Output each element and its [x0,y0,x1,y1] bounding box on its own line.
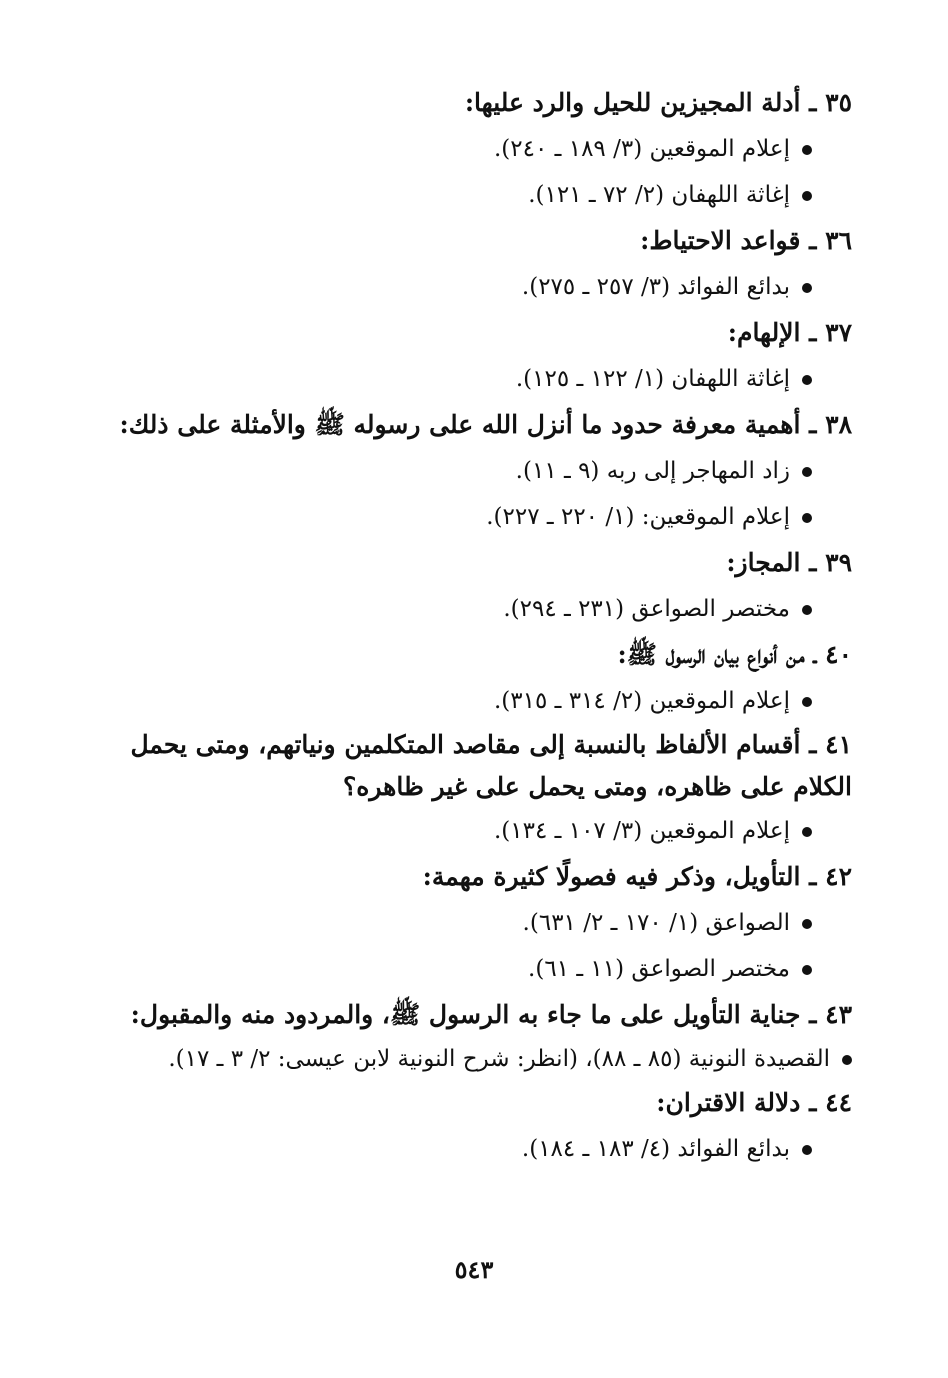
topic-heading: ٣٦ ـ قواعد الاحتياط: [640,226,852,255]
reference-text: إغاثة اللهفان (١/ ١٢٢ ـ ١٢٥). [515,366,790,392]
reference-text: مختصر الصواعق (٢٣١ ـ ٢٩٤). [503,596,790,622]
topic-heading: ٤٠ ـ من أنواع بيان الرسول ﷺ: [617,640,852,669]
bullet-icon [802,191,812,201]
reference-item [100,1038,852,1080]
reference-item [100,172,852,218]
reference-item [100,356,852,402]
bullet-icon [802,467,812,477]
bullet-icon [802,605,812,615]
reference-text: مختصر الصواعق (١١ ـ ٦١). [528,956,790,982]
reference-text: إعلام الموقعين (٢/ ٣١٤ ـ ٣١٥). [493,688,790,714]
bullet-icon [802,283,812,293]
bullet-icon [802,1145,812,1155]
topic-heading: ٤٣ ـ جناية التأويل على ما جاء به الرسول ﷺ، والمردود منه والمقبول: [130,1000,852,1029]
reference-text: إغاثة اللهفان (٢/ ٧٢ ـ ١٢١). [528,182,790,208]
topic-heading: ٣٧ ـ الإلهام: [727,318,852,347]
bullet-icon [802,145,812,155]
bullet-icon [802,375,812,385]
bullet-icon [802,697,812,707]
reference-text: الصواعق (١/ ١٧٠ ـ ٢/ ٦٣١). [522,910,790,936]
topic-heading: ٤٢ ـ التأويل، وذكر فيه فصولًا كثيرة مهمة: [422,862,852,891]
topic-heading: ٤٤ ـ دلالة الاقتران: [656,1088,852,1117]
bullet-icon [802,919,812,929]
reference-item [100,808,852,854]
topic-heading: ٣٨ ـ أهمية معرفة حدود ما أنزل الله على رسوله ﷺ والأمثلة على ذلك: [119,410,852,439]
reference-item [100,678,852,724]
page-content [100,80,852,1172]
reference-text: إعلام الموقعين: (١/ ٢٢٠ ـ ٢٢٧). [486,504,790,530]
topic-heading: ٤١ ـ أقسام الألفاظ بالنسبة إلى مقاصد المتكلمين ونياتهم، ومتى يحمل الكلام على ظاهره، ومتى يحمل على غير ظاهره؟ [130,730,852,801]
reference-item [100,586,852,632]
reference-item [100,1126,852,1172]
bullet-icon [802,965,812,975]
reference-text: إعلام الموقعين (٣/ ١٨٩ ـ ٢٤٠). [493,136,790,162]
reference-item [100,126,852,172]
reference-item [100,946,852,992]
reference-item [100,900,852,946]
page-number: ٥٤٣ [454,1255,494,1284]
topic-heading: ٣٥ ـ أدلة المجيزين للحيل والرد عليها: [464,88,852,117]
bullet-icon [802,827,812,837]
reference-text: إعلام الموقعين (٣/ ١٠٧ ـ ١٣٤). [493,818,790,844]
topic-heading: ٣٩ ـ المجاز: [726,548,852,577]
reference-text: زاد المهاجر إلى ربه (٩ ـ ١١). [515,458,790,484]
reference-text: القصيدة النونية (٨٥ ـ ٨٨)، (انظر: شرح النونية لابن عيسى: ٢/ ٣ ـ ١٧). [168,1046,830,1072]
reference-item [100,448,852,494]
reference-text: بدائع الفوائد (٤/ ١٨٣ ـ ١٨٤). [521,1136,790,1162]
bullet-icon [842,1055,852,1065]
reference-item [100,494,852,540]
reference-text: بدائع الفوائد (٣/ ٢٥٧ ـ ٢٧٥). [521,274,790,300]
bullet-icon [802,513,812,523]
reference-item [100,264,852,310]
